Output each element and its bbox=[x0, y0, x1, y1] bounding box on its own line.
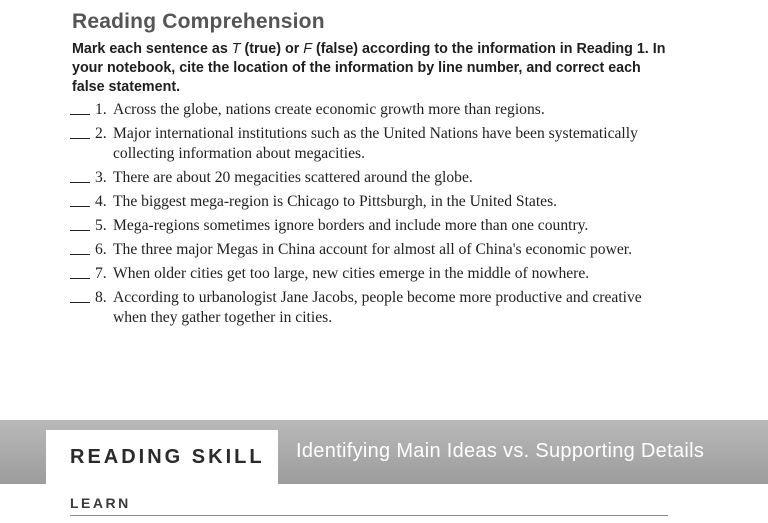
statement-list bbox=[70, 100, 670, 332]
learn-heading: LEARN bbox=[70, 495, 131, 511]
item-text: When older cities get too large, new cities emerge in the middle of nowhere. bbox=[113, 265, 590, 282]
item-text: Across the globe, nations create economic growth more than regions. bbox=[113, 101, 545, 118]
item-number: 2. bbox=[95, 125, 107, 142]
statement-item bbox=[70, 264, 670, 284]
item-number: 3. bbox=[95, 169, 107, 186]
true-letter: T bbox=[231, 41, 241, 57]
item-number: 7. bbox=[95, 265, 107, 282]
skill-title: Identifying Main Ideas vs. Supporting Details bbox=[296, 440, 705, 462]
instructions-text-3: (false) according to the information in Reading 1. In your notebook, cite the location of the information by line number, and correct each false statement. bbox=[72, 41, 666, 95]
false-letter: F bbox=[303, 41, 312, 57]
instructions-text-2: (true) or bbox=[240, 41, 304, 57]
item-text: Major international institutions such as the United Nations have been systematically collecting information about megacities. bbox=[113, 125, 638, 162]
item-text: Mega-regions sometimes ignore borders and include more than one country. bbox=[113, 217, 589, 234]
skill-label: READING SKILL bbox=[70, 446, 265, 468]
answer-blank[interactable] bbox=[70, 216, 90, 231]
learn-divider bbox=[70, 515, 668, 516]
answer-blank[interactable] bbox=[70, 264, 90, 279]
statement-item bbox=[70, 100, 670, 120]
answer-blank[interactable] bbox=[70, 100, 90, 115]
statement-item bbox=[70, 240, 670, 260]
statement-item bbox=[70, 192, 670, 212]
item-text: According to urbanologist Jane Jacobs, people become more productive and creative when they gather together in cities. bbox=[113, 289, 642, 326]
item-number: 8. bbox=[95, 289, 107, 306]
instructions bbox=[72, 40, 672, 97]
item-text: The biggest mega-region is Chicago to Pittsburgh, in the United States. bbox=[113, 193, 558, 210]
statement-item bbox=[70, 124, 670, 164]
item-text: The three major Megas in China account for almost all of China's economic power. bbox=[113, 241, 632, 258]
section-heading: Reading Comprehension bbox=[72, 10, 325, 33]
answer-blank[interactable] bbox=[70, 168, 90, 183]
item-number: 1. bbox=[95, 101, 107, 118]
item-number: 4. bbox=[95, 193, 107, 210]
statement-item bbox=[70, 288, 670, 328]
answer-blank[interactable] bbox=[70, 192, 90, 207]
instructions-text-1: Mark each sentence as bbox=[72, 41, 232, 57]
answer-blank[interactable] bbox=[70, 288, 90, 303]
item-text: There are about 20 megacities scattered around the globe. bbox=[113, 169, 473, 186]
answer-blank[interactable] bbox=[70, 124, 90, 139]
answer-blank[interactable] bbox=[70, 240, 90, 255]
item-number: 6. bbox=[95, 241, 107, 258]
item-number: 5. bbox=[95, 217, 107, 234]
statement-item bbox=[70, 168, 670, 188]
statement-item bbox=[70, 216, 670, 236]
